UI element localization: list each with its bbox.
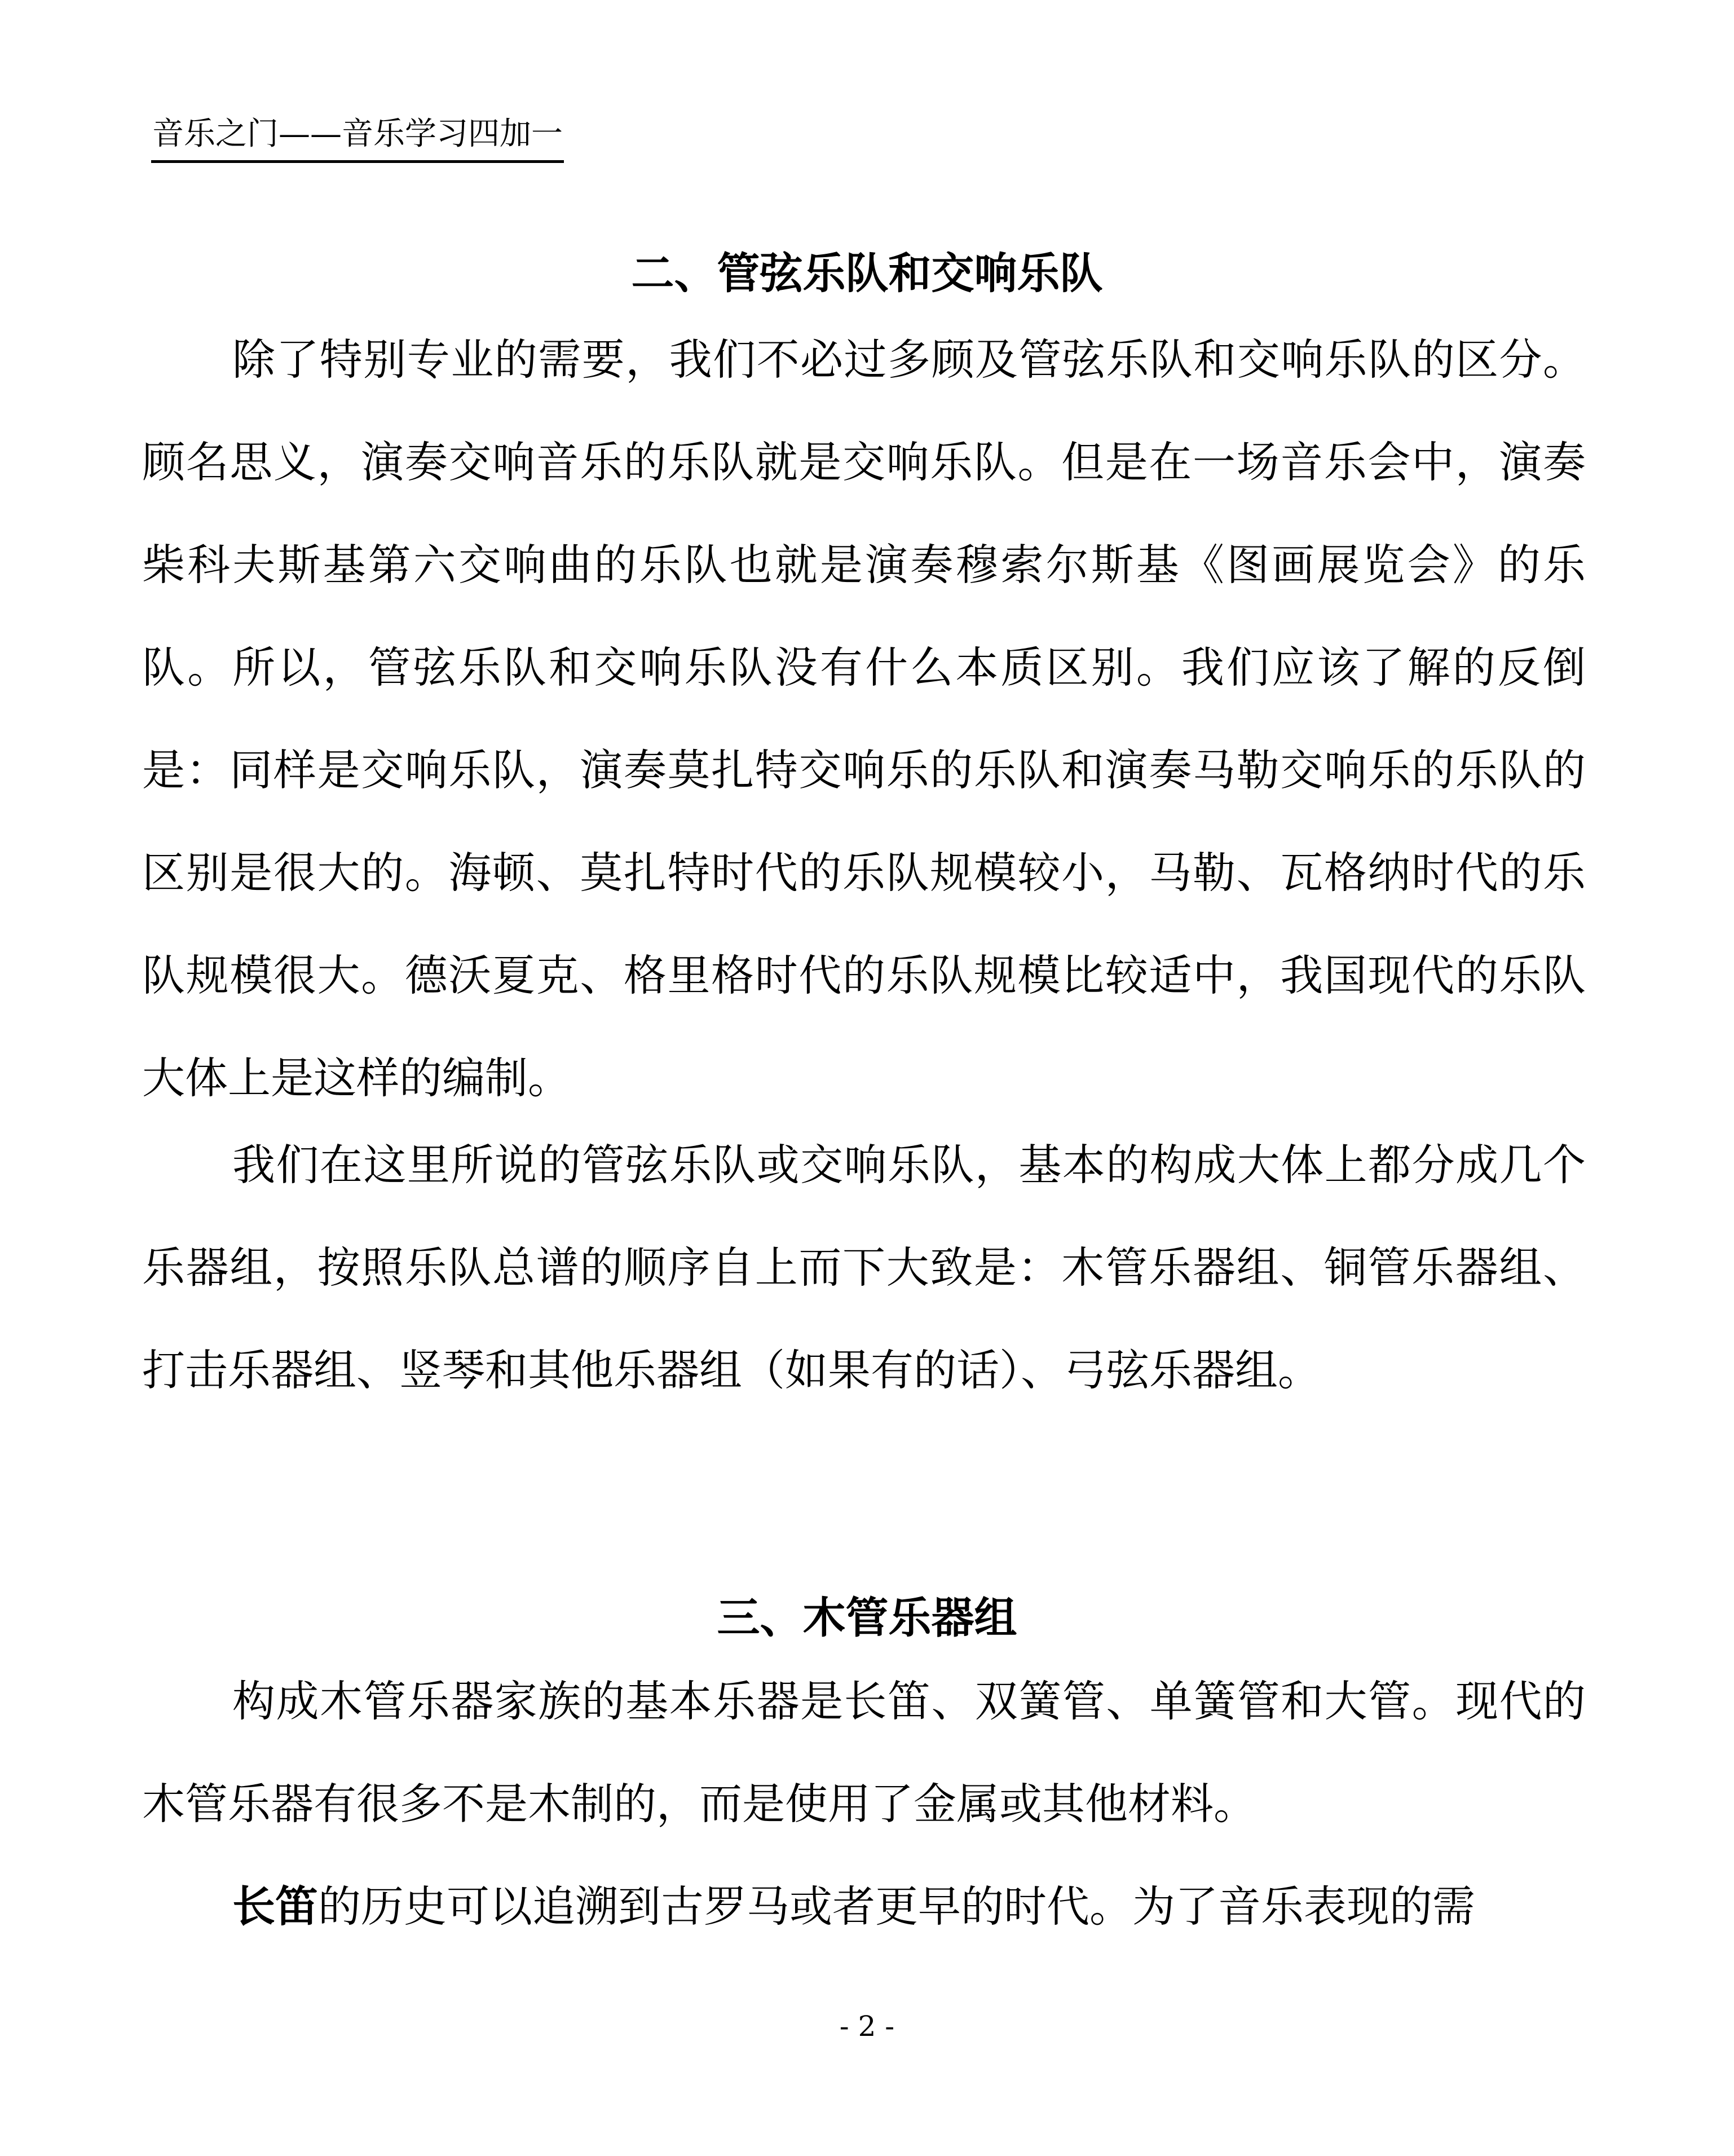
running-header: 音乐之门——音乐学习四加一 <box>151 112 564 163</box>
paragraph-instrument-groups: 我们在这里所说的管弦乐队或交响乐队，基本的构成大体上都分成几个乐器组，按照乐队总谱的顺序自上而下大致是：木管乐器组、铜管乐器组、打击乐器组、竖琴和其他乐器组（如果有的话）、弓弦乐器组。 <box>142 1140 1586 1395</box>
section-title-orchestra: 二、管弦乐队和交响乐队 <box>631 248 1103 299</box>
paragraph-orchestra-distinction: 除了特别专业的需要，我们不必过多顾及管弦乐队和交响乐队的区分。顾名思义，演奏交响音乐的乐队就是交响乐队。但是在一场音乐会中，演奏柴科夫斯基第六交响曲的乐队也就是演奏穆索尔斯基《图画展览会》的乐队。所以，管弦乐队和交响乐队没有什么本质区别。我们应该了解的反倒是：同样是交响乐队，演奏莫扎特交响乐的乐队和演奏马勒交响乐的乐队的区别是很大的。海顿、莫扎特时代的乐队规模较小，马勒、瓦格纳时代的乐队规模很大。德沃夏克、格里格时代的乐队规模比较适中，我国现代的乐队大体上是这样的编制。 <box>142 334 1586 1103</box>
page-number: - 2 - <box>839 2010 895 2043</box>
section-title-woodwinds: 三、木管乐器组 <box>717 1593 1017 1643</box>
paragraph-flute <box>142 1855 1586 1958</box>
paragraph-woodwind-family: 构成木管乐器家族的基本乐器是长笛、双簧管、单簧管和大管。现代的木管乐器有很多不是木制的，而是使用了金属或其他材料。 <box>142 1676 1586 1829</box>
paragraph-flute-text: 的历史可以追溯到古罗马或者更早的时代。为了音乐表现的需 <box>318 1881 1475 1932</box>
term-flute: 长笛 <box>232 1881 318 1932</box>
